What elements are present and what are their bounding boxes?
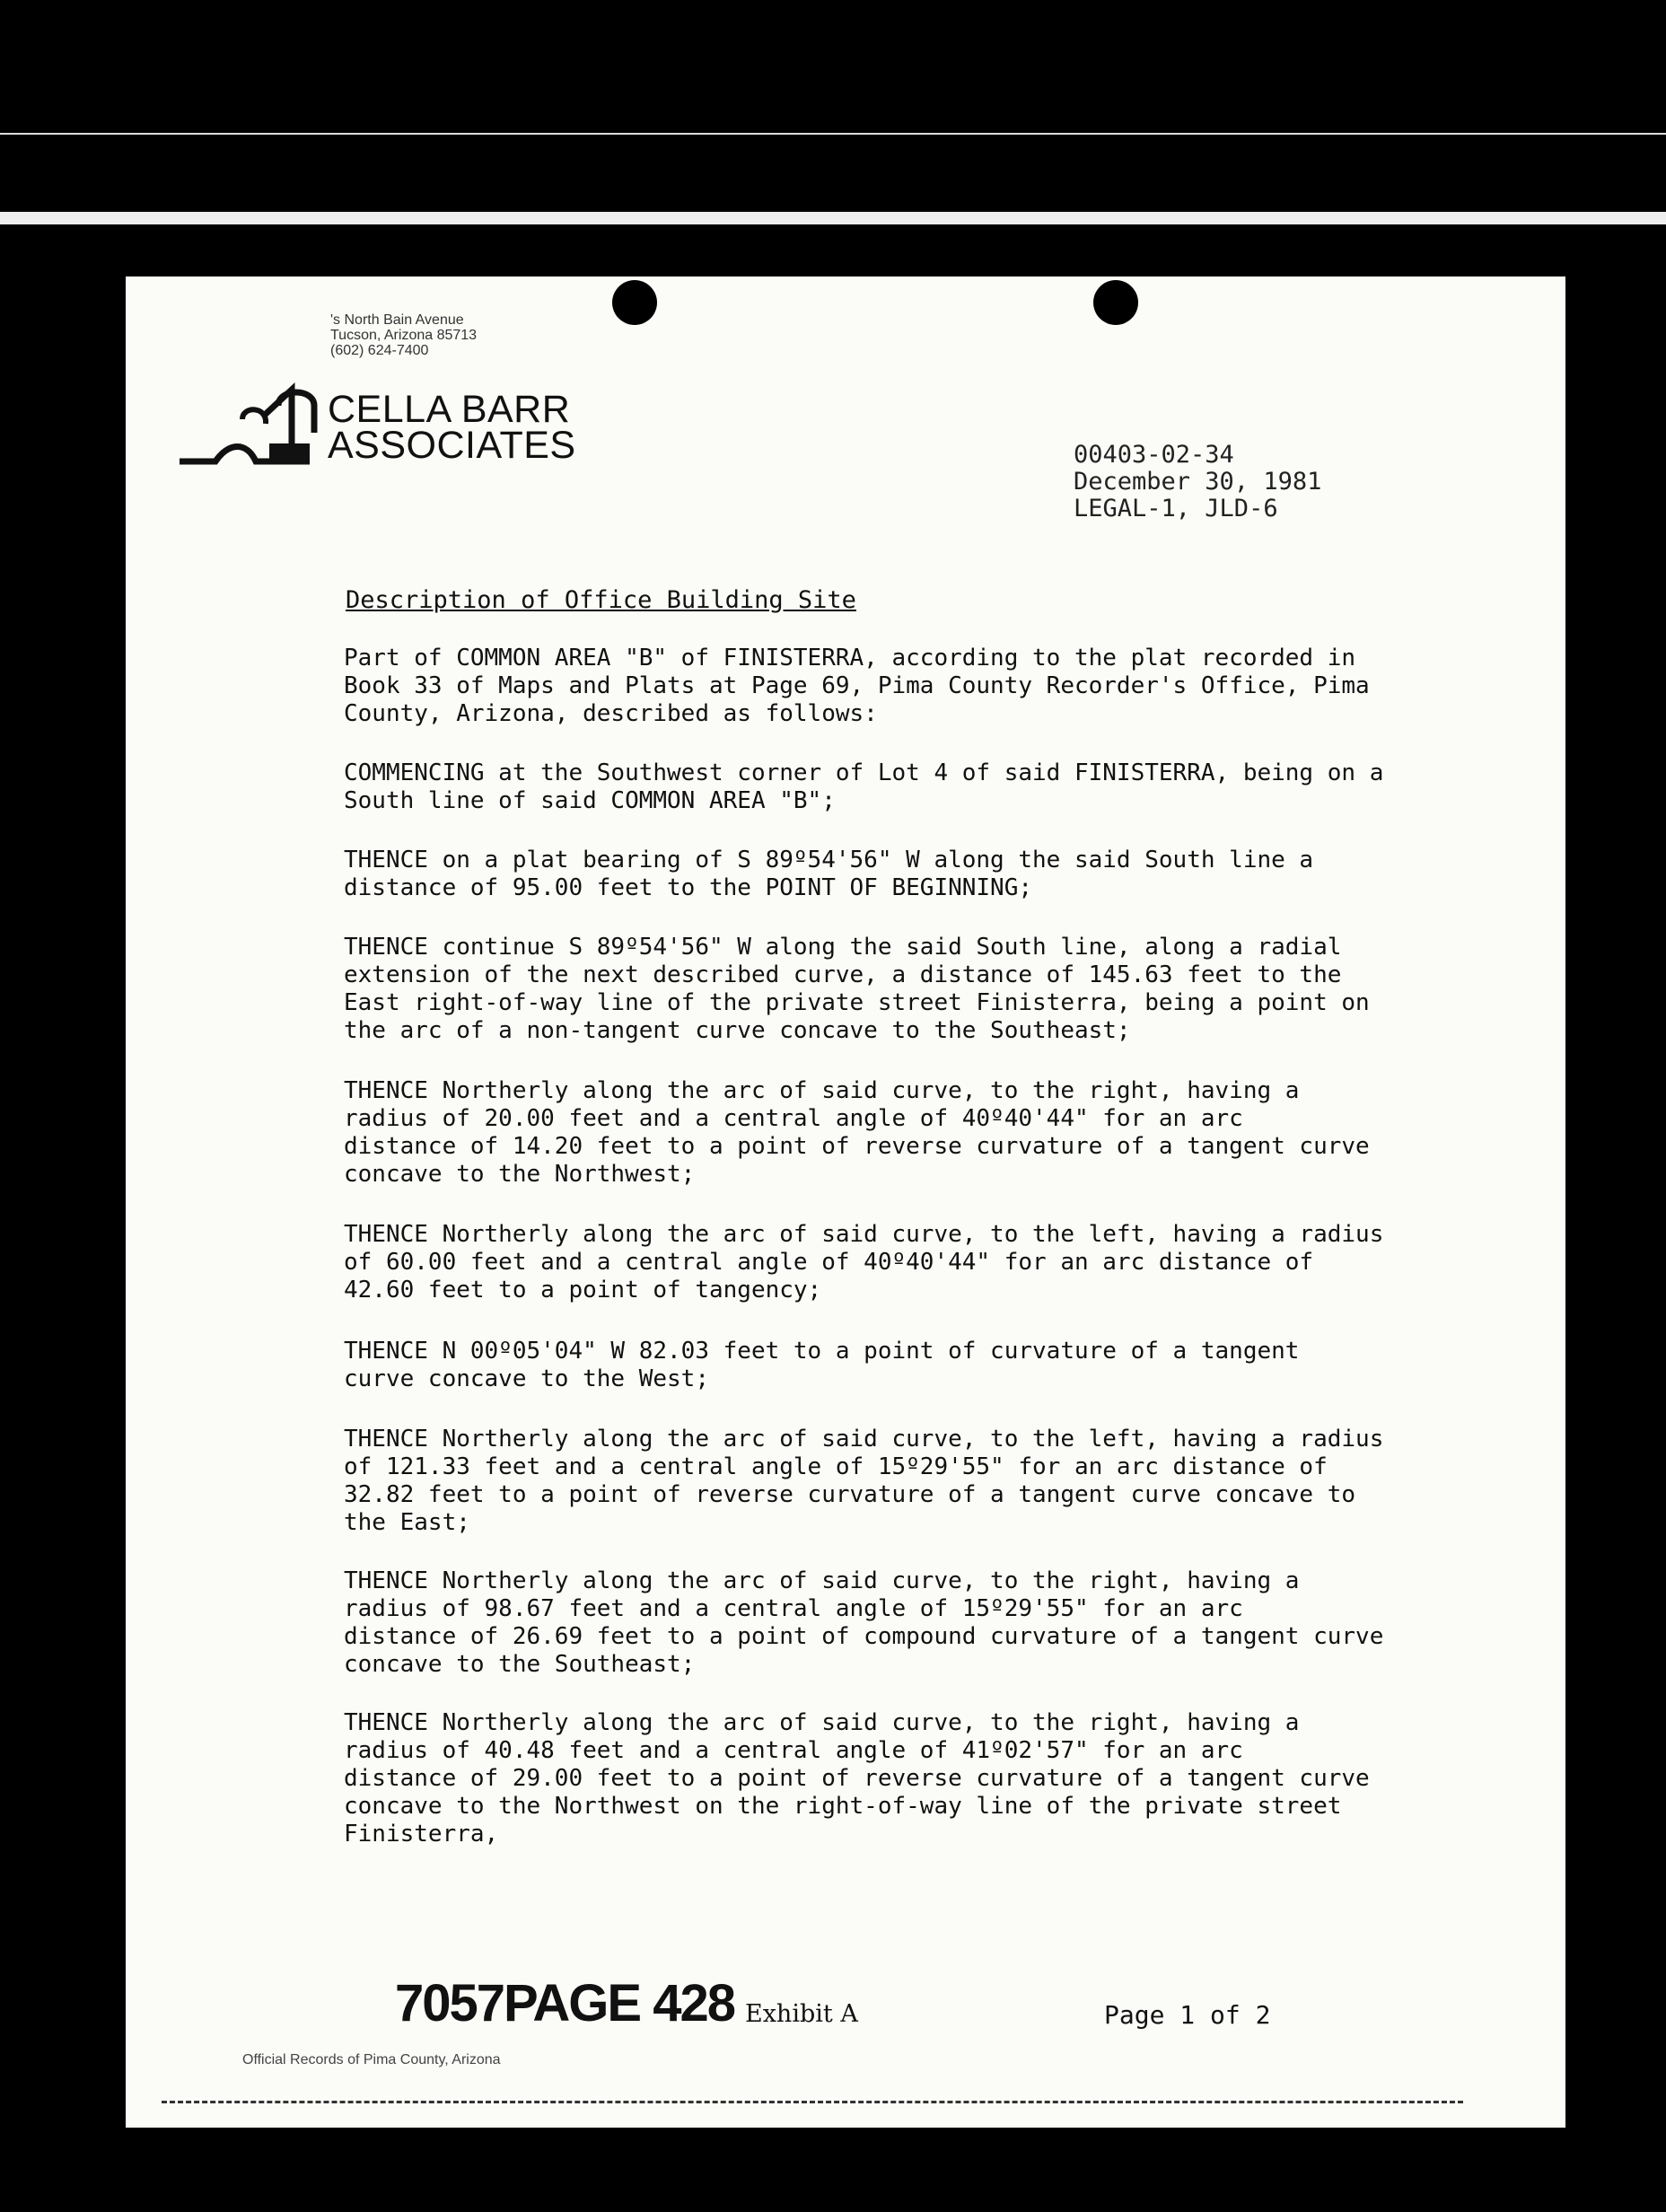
text-line: County, Arizona, described as follows: [344, 700, 878, 727]
paragraph [344, 1077, 1370, 1189]
text-line: THENCE Northerly along the arc of said curve, to the right, having a [344, 1709, 1300, 1736]
text-line: the East; [344, 1509, 470, 1536]
paragraph [344, 847, 1313, 902]
text-line: extension of the next described curve, a distance of 145.63 feet to the [344, 961, 1342, 988]
text-line: radius of 40.48 feet and a central angle of 41º02'57" for an arc [344, 1737, 1243, 1764]
footer-divider [162, 2101, 1463, 2103]
address-line: 's North Bain Avenue [330, 312, 464, 328]
text-line: THENCE Northerly along the arc of said curve, to the left, having a radius [344, 1426, 1384, 1453]
paragraph [344, 1567, 1383, 1679]
text-line: distance of 14.20 feet to a point of reverse curvature of a tangent curve [344, 1133, 1370, 1160]
text-line: distance of 29.00 feet to a point of reverse curvature of a tangent curve [344, 1765, 1370, 1792]
text-line: distance of 95.00 feet to the POINT OF BEGINNING; [344, 874, 1033, 901]
text-line: the arc of a non-tangent curve concave to the Southeast; [344, 1017, 1131, 1044]
text-line: curve concave to the West; [344, 1365, 709, 1392]
paragraph [344, 759, 1383, 815]
address-line: Tucson, Arizona 85713 [330, 328, 478, 343]
text-line: radius of 20.00 feet and a central angle of 40º40'44" for an arc [344, 1105, 1243, 1132]
paragraph [344, 1709, 1370, 1848]
company-address [330, 312, 477, 358]
punch-hole [1093, 280, 1138, 325]
text-line: 42.60 feet to a point of tangency; [344, 1277, 822, 1304]
text-line: COMMENCING at the Southwest corner of Lot 4 of said FINISTERRA, being on a [344, 759, 1384, 786]
text-line: concave to the Northwest; [344, 1161, 696, 1188]
paragraph [344, 934, 1370, 1045]
text-line: East right-of-way line of the private street Finisterra, being a point on [344, 989, 1370, 1016]
logo-line: CELLA BARR [328, 388, 571, 431]
punch-hole [612, 280, 657, 325]
text-line: THENCE N 00º05'04" W 82.03 feet to a point of curvature of a tangent [344, 1338, 1300, 1365]
text-line: concave to the Northwest on the right-of-way line of the private street [344, 1793, 1342, 1820]
logo-line: ASSOCIATES [328, 424, 576, 467]
text-line: Finisterra, [344, 1821, 499, 1848]
paragraph [344, 1338, 1299, 1393]
text-line: Part of COMMON AREA "B" of FINISTERRA, according to the plat recorded in [344, 645, 1356, 672]
document-page [126, 276, 1565, 2128]
address-line: (602) 624-7400 [330, 343, 429, 358]
text-line: THENCE continue S 89º54'56" W along the said South line, along a radial [344, 934, 1342, 961]
text-line: concave to the Southeast; [344, 1651, 696, 1678]
job-number: 00403-02-34 [1074, 441, 1234, 469]
text-line: 32.82 feet to a point of reverse curvature of a tangent curve concave to [344, 1481, 1356, 1508]
scan-edge-line [0, 133, 1666, 135]
page-number: Page 1 of 2 [1104, 2000, 1271, 2030]
footer-text: Official Records of Pima County, Arizona [242, 2052, 501, 2067]
paragraph [344, 645, 1370, 728]
text-line: of 60.00 feet and a central angle of 40º40'44" for an arc distance of [344, 1249, 1314, 1276]
company-logo-icon [180, 379, 323, 469]
paragraph [344, 1426, 1383, 1537]
text-line: of 121.33 feet and a central angle of 15º29'55" for an arc distance of [344, 1453, 1328, 1480]
text-line: South line of said COMMON AREA "B"; [344, 787, 836, 814]
text-line: THENCE Northerly along the arc of said curve, to the right, having a [344, 1077, 1300, 1104]
text-line: distance of 26.69 feet to a point of compound curvature of a tangent curve [344, 1623, 1384, 1650]
paragraph [344, 1221, 1383, 1304]
document-code: LEGAL-1, JLD-6 [1074, 495, 1278, 522]
reference-block [1074, 442, 1321, 522]
text-line: Book 33 of Maps and Plats at Page 69, Pima County Recorder's Office, Pima [344, 672, 1370, 699]
exhibit-label: Exhibit A [745, 2000, 858, 2028]
text-line: THENCE Northerly along the arc of said curve, to the right, having a [344, 1567, 1300, 1594]
text-line: radius of 98.67 feet and a central angle of 15º29'55" for an arc [344, 1595, 1243, 1622]
text-line: THENCE Northerly along the arc of said curve, to the left, having a radius [344, 1221, 1384, 1248]
company-name [328, 388, 576, 467]
recording-book-page: 7057PAGE 428 [395, 1974, 734, 2032]
scan-edge-line [0, 212, 1666, 224]
document-title: Description of Office Building Site [346, 586, 856, 614]
document-date: December 30, 1981 [1074, 468, 1322, 496]
text-line: THENCE on a plat bearing of S 89º54'56" W along the said South line a [344, 847, 1314, 873]
